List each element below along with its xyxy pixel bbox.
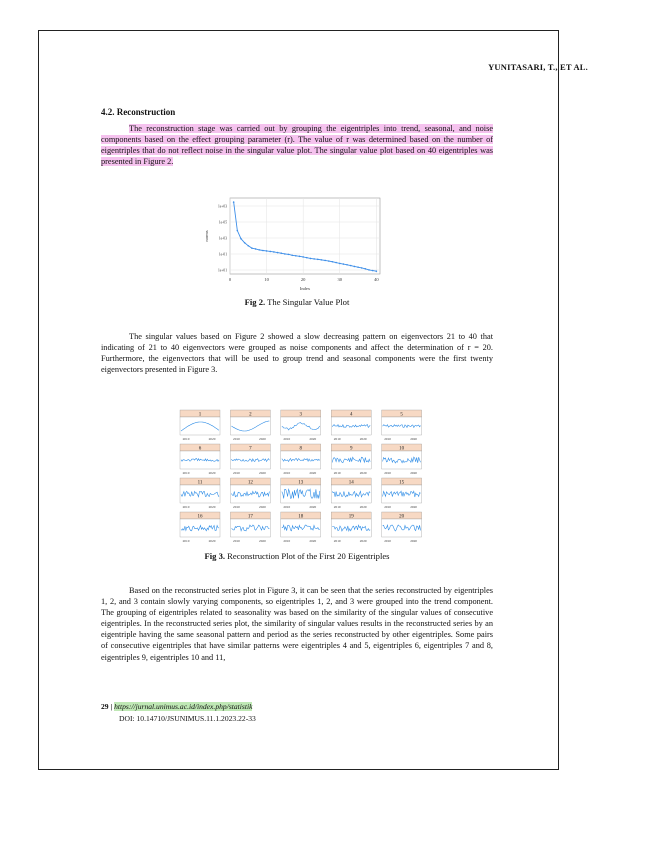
panel-x-tick-left: 2010	[182, 437, 190, 441]
x-tick-labels	[229, 277, 379, 282]
running-head: YUNITASARI, T., ET AL.	[488, 62, 588, 72]
reconstruction-panel	[180, 512, 220, 543]
panel-x-tick-right: 2020	[208, 505, 216, 509]
reconstruction-panel	[382, 478, 422, 509]
panel-x-tick-right: 2020	[259, 437, 266, 441]
reconstruction-panel	[230, 512, 270, 543]
panel-x-tick-right: 2020	[309, 505, 317, 509]
figure-3-caption-text: Reconstruction Plot of the First 20 Eigentriples	[225, 551, 390, 561]
singular-value-point	[346, 264, 348, 266]
singular-value-point	[255, 248, 257, 250]
x-axis-label: Index	[299, 286, 311, 291]
panel-label: 11	[197, 480, 203, 486]
panel-x-tick-right: 2020	[359, 471, 367, 475]
singular-value-point	[277, 252, 279, 254]
panel-x-tick-left: 2010	[384, 539, 391, 543]
paragraph-3-text: Based on the reconstructed series plot in Figure 3, it can be seen that the series reconstructed by eigentriples 1, 2, and 3 contain slowly varying components, so eigentriples 1, 2, and 3 were grouped into the trend component. The grouping of eigentriples related to seasonality was based on the similarity of the singular values of consecutive eigentriples. In the reconstructed series plot, the similarity of singular values results in the reconstructed series by an eigentriple having the same seasonal pattern and period as the series reconstructed by other eigentriples. Some pairs of consecutive eigentriples that have similar patterns were eigentriples 4 and 5, eigentriples 6, eigentriples 7 and 8, eigentriples 9, eigentriples 10 and 11,	[101, 586, 493, 662]
panel-frame	[382, 417, 422, 435]
singular-value-point	[280, 252, 282, 254]
reconstruction-panel	[281, 410, 321, 441]
reconstruction-panel	[382, 444, 422, 475]
singular-value-point	[295, 255, 297, 257]
singular-value-point	[365, 268, 367, 270]
footer-page-url	[101, 702, 252, 711]
reconstruction-panel	[331, 444, 371, 475]
panel-x-tick-left: 2010	[233, 437, 240, 441]
singular-value-point	[302, 256, 304, 258]
paragraph-grouping	[101, 585, 493, 663]
singular-value-point	[372, 270, 374, 272]
y-axis-label: norms	[204, 230, 209, 242]
panel-x-tick-left: 2010	[384, 505, 391, 509]
panel-x-tick-right: 2020	[309, 539, 317, 543]
panel-x-tick-left: 2010	[233, 471, 240, 475]
panel-x-tick-right: 2020	[359, 505, 367, 509]
panel-x-tick-left: 2010	[233, 505, 240, 509]
panel-label: 17	[247, 514, 253, 520]
panel-label: 8	[299, 446, 303, 452]
paragraph-1-text: The reconstruction stage was carried out by grouping the eigentriples into trend, seasonal, and noise components based on the effect grouping parameter (r). The value of r was determined based on the number of eigentriples that do not reflect noise in the singular value plot. The singular value plot based on 40 eigentriples was presented in Figure 2.	[101, 124, 493, 167]
panel-x-tick-right: 2020	[208, 471, 216, 475]
y-tick-label: 1e-05	[218, 220, 227, 225]
panel-label: 15	[399, 480, 405, 486]
panel-label: 5	[400, 412, 403, 418]
panel-x-tick-left: 2010	[333, 471, 341, 475]
panel-x-tick-left: 2010	[283, 471, 291, 475]
panel-label: 19	[348, 514, 354, 520]
singular-value-point	[321, 259, 323, 261]
singular-value-point	[269, 251, 271, 253]
panel-x-tick-right: 2020	[259, 471, 266, 475]
panel-label: 2	[249, 412, 252, 418]
panel-x-tick-right: 2020	[410, 437, 417, 441]
singular-value-point	[350, 265, 352, 267]
panel-label: 3	[299, 412, 303, 418]
singular-value-point	[273, 251, 275, 253]
singular-value-point	[357, 266, 359, 268]
plot-frame	[230, 198, 380, 274]
panel-frame	[281, 417, 321, 435]
panel-x-tick-left: 2010	[283, 437, 291, 441]
panel-x-tick-right: 2020	[410, 505, 417, 509]
panel-label: 13	[298, 480, 304, 486]
singular-value-point	[368, 269, 370, 271]
doi-text: DOI: 10.14710/JSUNIMUS.11.1.2023.22-33	[119, 714, 256, 723]
singular-value-point	[354, 266, 356, 268]
y-tick-labels	[218, 205, 227, 273]
singular-value-point	[328, 260, 330, 262]
singular-value-point	[240, 238, 242, 240]
reconstruction-panel	[281, 444, 321, 475]
panel-x-tick-left: 2010	[283, 505, 291, 509]
singular-value-point	[266, 250, 268, 252]
panel-x-tick-right: 2020	[410, 471, 417, 475]
panel-label: 7	[249, 446, 252, 452]
panel-x-tick-left: 2010	[182, 471, 190, 475]
figure-2-label: Fig 2.	[244, 297, 266, 307]
singular-value-point	[335, 262, 337, 264]
reconstruction-panel	[331, 512, 371, 543]
reconstruction-plot-grid	[172, 409, 424, 545]
panel-frame	[230, 519, 270, 537]
panel-x-tick-right: 2020	[208, 539, 216, 543]
y-tick-label: 1e-03	[218, 236, 227, 241]
singular-value-point	[376, 270, 378, 272]
panel-label: 6	[198, 446, 202, 452]
singular-value-point	[262, 250, 264, 252]
singular-value-point	[310, 258, 312, 260]
panel-frame	[382, 519, 422, 537]
panel-label: 14	[348, 480, 354, 486]
singular-value-point	[233, 201, 235, 203]
singular-value-point	[288, 254, 290, 256]
panel-x-tick-left: 2010	[233, 539, 240, 543]
panel-label: 20	[399, 514, 405, 520]
singular-value-point	[306, 257, 308, 259]
page-number: 29 |	[101, 702, 115, 711]
singular-value-point	[332, 261, 334, 263]
panel-frame	[180, 417, 220, 435]
x-tick-label: 20	[300, 277, 306, 282]
singular-value-point	[258, 249, 260, 251]
panel-x-tick-left: 2010	[384, 471, 391, 475]
reconstruction-panel	[180, 410, 220, 441]
panel-label: 4	[349, 412, 353, 418]
x-tick-label: 30	[337, 277, 343, 282]
figure-3-label: Fig 3.	[204, 551, 226, 561]
paragraph-singular-values	[101, 331, 493, 375]
reconstruction-panel	[382, 410, 422, 441]
panel-frame	[230, 417, 270, 435]
reconstruction-panel	[331, 410, 371, 441]
reconstruction-panel	[281, 478, 321, 509]
panel-x-tick-right: 2020	[359, 539, 367, 543]
singular-value-point	[247, 245, 249, 247]
panel-x-tick-right: 2020	[208, 437, 216, 441]
reconstruction-panel	[180, 478, 220, 509]
panel-label: 12	[247, 480, 253, 486]
reconstruction-panel	[230, 410, 270, 441]
panel-frame	[281, 451, 321, 469]
x-tick-label: 0	[228, 277, 232, 282]
reconstruction-panel	[281, 512, 321, 543]
y-tick-label: 1e+03	[217, 204, 227, 209]
panel-label: 9	[349, 446, 353, 452]
paragraph-2-text: The singular values based on Figure 2 showed a slow decreasing pattern on eigenvectors 21 to 40 that indicating of 21 to 40 eigenvectors were grouped as noise components and affect the determination of r = 20. Furthermore, the eigenvectors that will be used to group trend and seasonal components were the first twenty eigenvectors presented in Figure 3.	[101, 332, 493, 375]
panel-x-tick-right: 2020	[259, 539, 266, 543]
doi-line	[119, 714, 256, 723]
journal-url-link[interactable]: https://jurnal.unimus.ac.id/index.php/statistik	[114, 702, 253, 711]
reconstruction-panel	[180, 444, 220, 475]
singular-value-plot	[200, 194, 390, 292]
panel-x-tick-right: 2020	[309, 471, 317, 475]
reconstruction-panel	[331, 478, 371, 509]
panel-x-tick-left: 2010	[333, 437, 341, 441]
reconstruction-panel	[230, 478, 270, 509]
y-tick-label: 1e-01	[218, 252, 227, 257]
panel-label: 16	[197, 514, 203, 520]
y-tick-label: 1e+01	[217, 268, 227, 273]
singular-value-point	[251, 247, 253, 249]
panel-label: 18	[298, 514, 304, 520]
reconstruction-panel	[382, 512, 422, 543]
panel-x-tick-left: 2010	[182, 505, 190, 509]
panel-x-tick-left: 2010	[182, 539, 190, 543]
x-tick-label: 10	[264, 277, 269, 282]
panel-x-tick-right: 2020	[309, 437, 317, 441]
singular-value-point	[291, 254, 293, 256]
singular-value-point	[299, 256, 301, 258]
singular-value-point	[244, 242, 246, 244]
paragraph-reconstruction	[101, 123, 493, 167]
panel-label: 1	[198, 412, 202, 418]
panel-x-tick-left: 2010	[333, 539, 341, 543]
singular-value-point	[361, 267, 363, 269]
panel-x-tick-left: 2010	[283, 539, 291, 543]
panel-x-tick-right: 2020	[359, 437, 367, 441]
figure-3-caption	[101, 551, 493, 561]
singular-value-point	[313, 258, 315, 260]
figure-2-caption	[101, 297, 493, 307]
panel-x-tick-right: 2020	[259, 505, 266, 509]
section-title: 4.2. Reconstruction	[101, 107, 176, 117]
panel-frame	[331, 485, 371, 503]
figure-2-caption-text: The Singular Value Plot	[265, 297, 350, 307]
panel-label: 10	[399, 446, 405, 452]
singular-value-point	[324, 260, 326, 262]
panel-x-tick-left: 2010	[333, 505, 341, 509]
singular-value-point	[237, 230, 239, 232]
singular-value-point	[343, 263, 345, 265]
singular-value-point	[317, 259, 319, 261]
panel-frame	[180, 519, 220, 537]
reconstruction-panel	[230, 444, 270, 475]
x-tick-label: 40	[374, 277, 379, 282]
panel-x-tick-left: 2010	[384, 437, 391, 441]
singular-value-point	[284, 253, 286, 255]
panel-x-tick-right: 2020	[410, 539, 417, 543]
singular-value-point	[339, 263, 341, 265]
